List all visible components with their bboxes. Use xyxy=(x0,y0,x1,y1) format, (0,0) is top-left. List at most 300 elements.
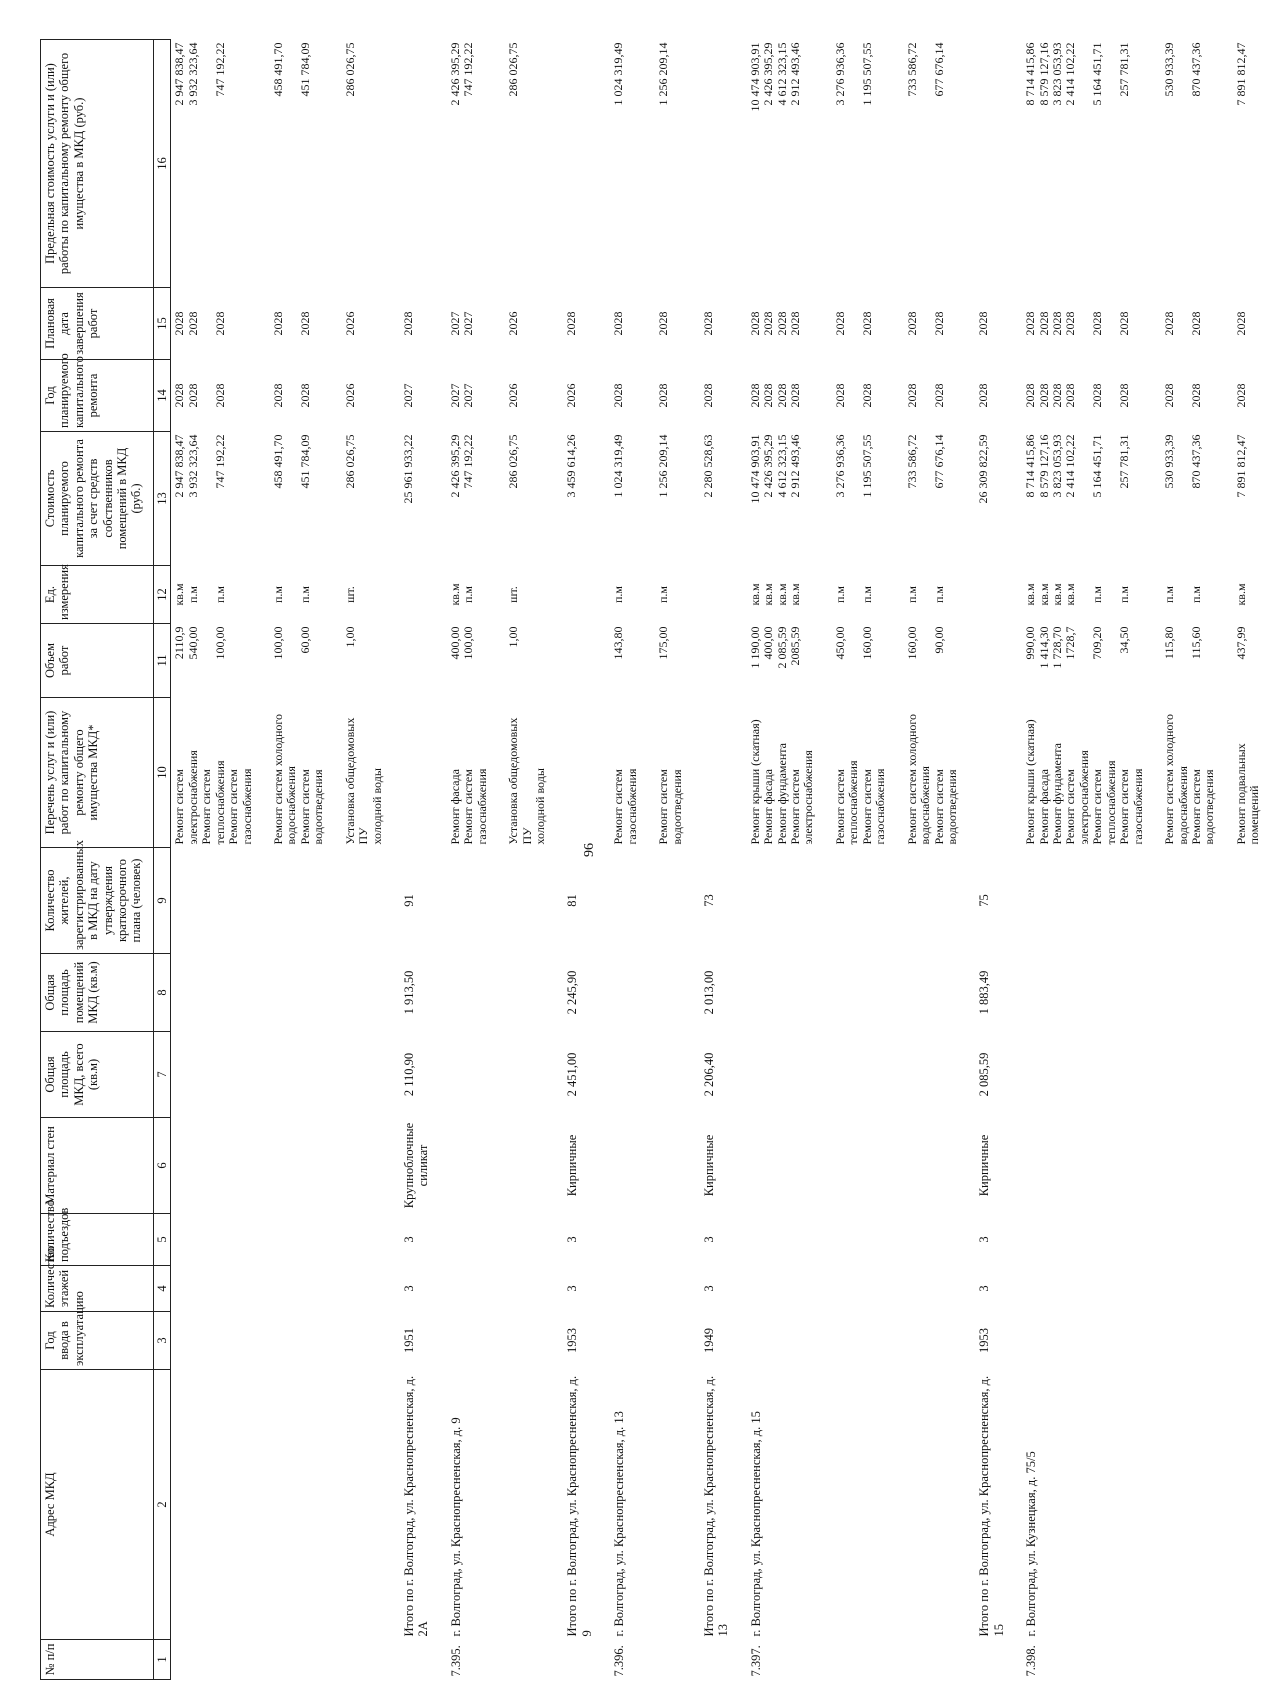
planned-year-cell: 2027 xyxy=(401,383,416,408)
residents-cell xyxy=(171,848,256,954)
entrances-cell xyxy=(1161,1214,1219,1266)
residents-cell xyxy=(342,848,386,954)
wall-material-cell xyxy=(832,1118,890,1214)
column-number: 7 xyxy=(154,1032,171,1118)
rooms-area-cell: 2 013,00 xyxy=(701,970,716,1015)
row-spacer-cell xyxy=(596,40,610,1680)
column-number: 3 xyxy=(154,1312,171,1370)
entrances-cell xyxy=(171,1214,256,1266)
address-cell: г. Волгоград, ул. Краснопресненская, д. 15 xyxy=(748,1411,763,1637)
total-area-cell: 2 110,90 xyxy=(402,1052,417,1097)
column-header: Плановая дата завершения работ xyxy=(41,288,154,360)
floors-cell xyxy=(447,1266,491,1312)
entrances-cell xyxy=(610,1214,641,1266)
repair-cost-cell: 458 491,70 451 784,09 xyxy=(271,434,312,489)
residents-cell xyxy=(832,848,890,954)
total-area-cell xyxy=(1161,1032,1219,1118)
column-header: № п/п xyxy=(41,1640,154,1680)
table-row xyxy=(832,40,890,1680)
floors-cell xyxy=(1161,1266,1219,1312)
residents-cell: 81 xyxy=(565,894,580,907)
max-cost-cell xyxy=(975,40,1008,288)
entrances-cell: 3 xyxy=(402,1236,417,1243)
completion-date-cell: 2026 xyxy=(342,311,357,336)
max-cost-cell: 1 024 319,49 xyxy=(611,42,626,106)
work-volume-cell xyxy=(975,624,1008,698)
work-list-cell xyxy=(563,698,596,848)
planned-year-cell: 2028 xyxy=(700,383,715,408)
total-area-cell xyxy=(270,1032,328,1118)
year-built-cell xyxy=(655,1312,686,1370)
repair-cost-cell: 7 891 812,47 xyxy=(1233,434,1248,498)
total-area-cell xyxy=(1233,1032,1264,1118)
rooms-area-cell xyxy=(1161,954,1219,1032)
row-spacer-cell xyxy=(256,40,270,1680)
completion-date-cell: 2028 xyxy=(401,311,416,336)
max-cost-cell: 733 586,72 677 676,14 xyxy=(904,42,946,97)
year-built-cell: 1951 xyxy=(402,1328,417,1353)
row-spacer-cell xyxy=(1008,40,1022,1680)
wall-material-cell xyxy=(1233,1118,1264,1214)
work-list-cell: Ремонт систем электроснабжения Ремонт систем теплоснабжения Ремонт систем газоснабжения xyxy=(172,750,254,845)
planned-year-cell: 2026 xyxy=(564,383,579,408)
repair-cost-cell: 3 276 936,36 1 195 507,55 xyxy=(832,434,874,498)
column-header: Материал стен xyxy=(41,1118,154,1214)
max-cost-cell xyxy=(563,40,596,288)
completion-date-cell: 2028 xyxy=(611,311,626,336)
residents-cell xyxy=(655,848,686,954)
unit-cell: п.м п.м xyxy=(271,586,312,604)
column-number: 2 xyxy=(154,1370,171,1640)
row-spacer xyxy=(641,40,655,1680)
planned-year-cell: 2028 xyxy=(976,383,991,408)
total-area-cell xyxy=(171,1032,256,1118)
row-number-cell xyxy=(270,1640,328,1680)
wall-material-cell xyxy=(171,1118,256,1214)
rooms-area-cell xyxy=(342,954,386,1032)
completion-date-cell: 2028 2028 2028 2028 2028 2028 xyxy=(1023,311,1132,336)
rooms-area-cell xyxy=(832,954,890,1032)
total-area-cell xyxy=(904,1032,962,1118)
column-header: Год ввода в эксплуатацию xyxy=(41,1312,154,1370)
rotated-page xyxy=(40,40,1262,1680)
work-list-cell: Ремонт систем газоснабжения xyxy=(611,768,639,845)
work-list-cell: Ремонт систем водоотведения xyxy=(656,769,684,845)
floors-cell xyxy=(270,1266,328,1312)
row-spacer-cell xyxy=(328,40,342,1680)
year-built-cell xyxy=(342,1312,386,1370)
work-volume-cell: 450,00 160,00 xyxy=(832,626,874,660)
floors-cell: 3 xyxy=(402,1285,417,1292)
planned-year-cell: 2028 xyxy=(656,383,671,408)
wall-material-cell xyxy=(610,1118,641,1214)
wall-material-cell: Кирпичные xyxy=(701,1134,716,1197)
rooms-area-cell: 2 245,90 xyxy=(565,970,580,1015)
address-cell xyxy=(832,1370,890,1640)
unit-cell: п.м xyxy=(611,586,626,604)
unit-cell: шт. xyxy=(506,586,521,603)
residents-cell xyxy=(1022,848,1147,954)
residents-cell: 75 xyxy=(977,894,992,907)
max-cost-cell xyxy=(700,40,733,288)
total-area-cell xyxy=(342,1032,386,1118)
residents-cell: 91 xyxy=(402,894,417,907)
unit-cell: кв.м кв.м кв.м кв.м п.м п.м xyxy=(1023,583,1132,606)
column-number: 9 xyxy=(154,848,171,954)
address-cell: г. Волгоград, ул. Краснопресненская, д. 9 xyxy=(448,1417,463,1637)
row-spacer-cell xyxy=(961,40,975,1680)
row-spacer xyxy=(1008,40,1022,1680)
planned-year-cell: 2028 2028 xyxy=(904,383,946,408)
max-cost-cell: 10 474 903,91 2 426 395,29 4 612 323,15 2 912 493,46 xyxy=(747,42,802,112)
table-row xyxy=(342,40,386,1680)
residents-cell xyxy=(270,848,328,954)
repair-cost-cell: 733 586,72 677 676,14 xyxy=(904,434,946,489)
wall-material-cell xyxy=(655,1118,686,1214)
column-number: 11 xyxy=(154,624,171,698)
max-cost-cell: 2 426 395,29 747 192,22 xyxy=(447,42,476,106)
row-spacer xyxy=(818,40,832,1680)
rooms-area-cell xyxy=(655,954,686,1032)
completion-date-cell: 2028 2028 xyxy=(832,311,874,336)
floors-cell xyxy=(747,1266,818,1312)
total-area-cell xyxy=(505,1032,549,1118)
table-row xyxy=(171,40,256,1680)
entrances-cell xyxy=(505,1214,549,1266)
row-spacer-cell xyxy=(733,40,747,1680)
table-body xyxy=(171,40,1278,1680)
rooms-area-cell: 1 883,49 xyxy=(977,970,992,1015)
unit-cell: п.м п.м xyxy=(1162,586,1203,604)
max-cost-cell: 530 933,39 870 437,36 xyxy=(1162,42,1203,97)
column-header: Общая площадь помещений МКД (кв.м) xyxy=(41,954,154,1032)
unit-cell: п.м п.м xyxy=(904,586,946,604)
work-volume-cell: 1,00 xyxy=(342,626,357,648)
address-cell xyxy=(505,1370,549,1640)
total-area-cell: 2 206,40 xyxy=(701,1052,716,1097)
address-cell xyxy=(270,1370,328,1640)
wall-material-cell xyxy=(447,1118,491,1214)
column-number: 15 xyxy=(154,288,171,360)
unit-cell: п.м п.м xyxy=(832,586,874,604)
row-number-cell xyxy=(655,1640,686,1680)
repair-cost-cell: 26 309 822,59 xyxy=(976,434,991,504)
row-number-cell xyxy=(700,1640,733,1680)
row-spacer xyxy=(386,40,400,1680)
table-row xyxy=(747,40,818,1680)
completion-date-cell: 2028 xyxy=(700,311,715,336)
row-spacer-cell xyxy=(1264,40,1278,1680)
work-volume-cell: 1,00 xyxy=(506,626,521,648)
row-spacer xyxy=(1264,40,1278,1680)
year-built-cell xyxy=(1161,1312,1219,1370)
completion-date-cell: 2026 xyxy=(506,311,521,336)
completion-date-cell: 2028 2028 xyxy=(904,311,946,336)
address-cell: г. Волгоград, ул. Кузнецкая, д. 75/5 xyxy=(1024,1451,1039,1637)
year-built-cell xyxy=(270,1312,328,1370)
completion-date-cell: 2028 2028 xyxy=(271,311,312,336)
row-number-cell xyxy=(563,1640,596,1680)
wall-material-cell xyxy=(1161,1118,1219,1214)
year-built-cell: 1953 xyxy=(977,1328,992,1353)
column-number: 14 xyxy=(154,360,171,432)
row-number-cell xyxy=(342,1640,386,1680)
rooms-area-cell xyxy=(904,954,962,1032)
address-cell: Итого по г. Волгоград, ул. Краснопресненская, д. 15 xyxy=(977,1375,1006,1637)
work-list-cell xyxy=(700,698,733,848)
residents-cell: 73 xyxy=(701,894,716,907)
table-row xyxy=(655,40,686,1680)
wall-material-cell xyxy=(747,1118,818,1214)
row-number-cell xyxy=(1161,1640,1219,1680)
total-area-cell xyxy=(655,1032,686,1118)
rooms-area-cell xyxy=(747,954,818,1032)
row-spacer xyxy=(328,40,342,1680)
wall-material-cell xyxy=(270,1118,328,1214)
wall-material-cell: Кирпичные xyxy=(977,1134,992,1197)
planned-year-cell: 2028 2028 xyxy=(271,383,312,408)
unit-cell: кв.м п.м п.м xyxy=(172,583,227,606)
entrances-cell: 3 xyxy=(701,1236,716,1243)
entrances-cell xyxy=(904,1214,962,1266)
work-list-cell: Ремонт подвальных помещений xyxy=(1233,743,1262,845)
year-built-cell xyxy=(904,1312,962,1370)
completion-date-cell: 2028 xyxy=(656,311,671,336)
table-row xyxy=(904,40,962,1680)
entrances-cell xyxy=(832,1214,890,1266)
repair-cost-cell: 286 026,75 xyxy=(506,434,521,489)
column-number: 1 xyxy=(154,1640,171,1680)
column-number: 5 xyxy=(154,1214,171,1266)
entrances-cell: 3 xyxy=(977,1236,992,1243)
row-number-cell xyxy=(975,1640,1008,1680)
rooms-area-cell xyxy=(171,954,256,1032)
work-volume-cell: 175,00 xyxy=(656,626,671,660)
table-row xyxy=(1233,40,1264,1680)
wall-material-cell xyxy=(904,1118,962,1214)
row-number-cell: 7.397. xyxy=(748,1645,763,1677)
entrances-cell: 3 xyxy=(565,1236,580,1243)
address-cell: Итого по г. Волгоград, ул. Краснопресненская, д. 9 xyxy=(565,1375,594,1637)
header-row xyxy=(41,40,154,1680)
floors-cell: 3 xyxy=(565,1285,580,1292)
year-built-cell xyxy=(1022,1312,1147,1370)
max-cost-cell: 1 256 209,14 xyxy=(656,42,671,106)
row-spacer-cell xyxy=(818,40,832,1680)
row-number-cell xyxy=(400,1640,433,1680)
residents-cell xyxy=(904,848,962,954)
address-cell xyxy=(171,1370,256,1640)
work-volume-cell: 437,99 xyxy=(1233,626,1248,660)
wall-material-cell: Крупноблочные силикат xyxy=(402,1122,431,1209)
total-area-cell xyxy=(610,1032,641,1118)
column-header: Адрес МКД xyxy=(41,1370,154,1640)
rooms-area-cell xyxy=(610,954,641,1032)
max-cost-cell: 286 026,75 xyxy=(506,42,521,97)
row-number-cell xyxy=(904,1640,962,1680)
entrances-cell xyxy=(747,1214,818,1266)
floors-cell xyxy=(171,1266,256,1312)
planned-year-cell: 2026 xyxy=(342,383,357,408)
table-row xyxy=(447,40,491,1680)
entrances-cell xyxy=(1233,1214,1264,1266)
max-cost-cell: 2 947 838,47 3 932 323,64 747 192,22 xyxy=(172,42,227,106)
year-built-cell: 1949 xyxy=(701,1328,716,1353)
planned-year-cell: 2027 2027 xyxy=(447,383,476,408)
planned-year-cell: 2026 xyxy=(506,383,521,408)
address-cell: Итого по г. Волгоград, ул. Краснопресненская, д. 2А xyxy=(402,1375,431,1637)
table-row xyxy=(505,40,549,1680)
column-header: Общая площадь МКД, всего (кв.м) xyxy=(41,1032,154,1118)
rooms-area-cell xyxy=(1233,954,1264,1032)
column-number: 6 xyxy=(154,1118,171,1214)
year-built-cell xyxy=(1233,1312,1264,1370)
entrances-cell xyxy=(342,1214,386,1266)
floors-cell xyxy=(505,1266,549,1312)
address-cell xyxy=(1233,1370,1264,1640)
total-area-cell xyxy=(1022,1032,1147,1118)
work-list-cell: Ремонт систем холодного водоснабжения Ремонт систем водоотведения xyxy=(1162,713,1217,845)
repair-cost-cell: 2 947 838,47 3 932 323,64 747 192,22 xyxy=(172,434,227,498)
work-volume-cell: 143,80 xyxy=(611,626,626,660)
floors-cell xyxy=(342,1266,386,1312)
planned-year-cell: 2028 2028 xyxy=(1162,383,1203,408)
residents-cell xyxy=(747,848,818,954)
work-volume-cell: 1 190,00 400,00 2 085,59 2085,59 xyxy=(747,626,802,669)
row-spacer xyxy=(961,40,975,1680)
unit-cell: шт. xyxy=(342,586,357,603)
row-spacer xyxy=(549,40,563,1680)
floors-cell xyxy=(655,1266,686,1312)
work-list-cell xyxy=(975,698,1008,848)
row-spacer-cell xyxy=(641,40,655,1680)
year-built-cell xyxy=(171,1312,256,1370)
repair-cost-cell: 2 280 528,63 xyxy=(700,434,715,498)
entrances-cell xyxy=(1022,1214,1147,1266)
wall-material-cell xyxy=(1022,1118,1147,1214)
year-built-cell xyxy=(505,1312,549,1370)
work-list-cell: Установка общедомовых ПУ холодной воды xyxy=(506,717,547,845)
column-number-row xyxy=(154,40,171,1680)
work-list-cell: Установка общедомовых ПУ холодной воды xyxy=(342,717,384,845)
max-cost-cell: 458 491,70 451 784,09 xyxy=(271,42,312,97)
column-header: Количество жителей, зарегистрированных в МКД на дату утверждения краткосрочного плана (человек) xyxy=(41,848,154,954)
row-spacer-cell xyxy=(549,40,563,1680)
row-spacer xyxy=(1219,40,1233,1680)
address-cell xyxy=(904,1370,962,1640)
unit-cell: п.м xyxy=(656,586,671,604)
repair-cost-cell: 8 714 415,86 8 579 127,16 3 823 053,93 2 414 102,22 5 164 451,71 257 781,31 xyxy=(1023,434,1132,498)
row-number-cell: 7.395. xyxy=(448,1645,463,1677)
row-spacer xyxy=(491,40,505,1680)
column-header: Объем работ xyxy=(41,624,154,698)
completion-date-cell: 2027 2027 xyxy=(447,311,476,336)
row-number-cell: 7.396. xyxy=(612,1645,627,1677)
table-row xyxy=(1161,40,1219,1680)
repair-cost-cell: 25 961 933,22 xyxy=(401,434,416,504)
column-number: 8 xyxy=(154,954,171,1032)
rooms-area-cell xyxy=(1022,954,1147,1032)
completion-date-cell: 2028 2028 xyxy=(1162,311,1203,336)
row-spacer xyxy=(433,40,447,1680)
unit-cell: кв.м xyxy=(1233,583,1248,606)
row-number-cell xyxy=(171,1640,256,1680)
rooms-area-cell: 1 913,50 xyxy=(402,970,417,1015)
max-cost-cell: 286 026,75 xyxy=(342,42,357,97)
total-area-cell xyxy=(747,1032,818,1118)
unit-cell: кв.м кв.м кв.м кв.м xyxy=(747,583,802,606)
floors-cell: 3 xyxy=(701,1285,716,1292)
repair-cost-cell: 1 024 319,49 xyxy=(611,434,626,498)
total-area-cell xyxy=(832,1032,890,1118)
work-list-cell: Ремонт крыши (скатная) Ремонт фасада Ремонт фундамента Ремонт систем электроснабжения xyxy=(747,719,816,845)
repair-cost-cell: 286 026,75 xyxy=(342,434,357,489)
work-volume-cell: 400,00 100,00 xyxy=(447,626,476,660)
total-row xyxy=(700,40,733,1680)
entrances-cell xyxy=(270,1214,328,1266)
row-spacer-cell xyxy=(491,40,505,1680)
rooms-area-cell xyxy=(447,954,491,1032)
entrances-cell xyxy=(655,1214,686,1266)
work-list-cell: Ремонт систем холодного водоснабжения Ремонт систем водоотведения xyxy=(271,713,326,845)
work-volume-cell: 2110,9 540,00 100,00 xyxy=(172,626,227,660)
unit-cell xyxy=(700,566,733,624)
floors-cell xyxy=(610,1266,641,1312)
floors-cell xyxy=(832,1266,890,1312)
address-cell: Итого по г. Волгоград, ул. Краснопресненская, д. 13 xyxy=(701,1375,731,1637)
row-spacer-cell xyxy=(386,40,400,1680)
year-built-cell: 1953 xyxy=(565,1328,580,1353)
row-spacer-cell xyxy=(1219,40,1233,1680)
repair-cost-cell: 3 459 614,26 xyxy=(564,434,579,498)
completion-date-cell: 2028 2028 2028 xyxy=(172,311,227,336)
planned-year-cell: 2028 2028 2028 2028 2028 2028 xyxy=(1023,383,1132,408)
total-area-cell xyxy=(447,1032,491,1118)
completion-date-cell: 2028 xyxy=(564,311,579,336)
max-cost-cell: 7 891 812,47 xyxy=(1233,42,1248,106)
work-list-cell: Ремонт фасада Ремонт систем газоснабжения xyxy=(447,768,489,845)
residents-cell xyxy=(447,848,491,954)
repair-cost-cell: 530 933,39 870 437,36 xyxy=(1162,434,1203,489)
total-row xyxy=(975,40,1008,1680)
unit-cell xyxy=(563,566,596,624)
column-header: Количество подъездов xyxy=(41,1214,154,1266)
column-header: Ед. измерения xyxy=(41,566,154,624)
column-number: 4 xyxy=(154,1266,171,1312)
row-number-cell xyxy=(505,1640,549,1680)
column-number: 10 xyxy=(154,698,171,848)
unit-cell xyxy=(400,566,433,624)
year-built-cell xyxy=(447,1312,491,1370)
row-number-cell xyxy=(1233,1640,1264,1680)
total-row xyxy=(563,40,596,1680)
total-area-cell: 2 085,59 xyxy=(977,1052,992,1097)
wall-material-cell xyxy=(505,1118,549,1214)
work-list-cell: Ремонт систем холодного водоснабжения Ремонт систем водоотведения xyxy=(904,713,959,845)
row-number-cell: 7.398. xyxy=(1024,1645,1039,1677)
row-spacer xyxy=(890,40,904,1680)
floors-cell xyxy=(904,1266,962,1312)
repair-cost-cell: 1 256 209,14 xyxy=(656,434,671,498)
column-number: 16 xyxy=(154,40,171,288)
address-cell xyxy=(655,1370,686,1640)
residents-cell xyxy=(505,848,549,954)
year-built-cell xyxy=(747,1312,818,1370)
planned-year-cell: 2028 2028 2028 xyxy=(172,383,227,408)
total-row xyxy=(400,40,433,1680)
work-volume-cell xyxy=(700,624,733,698)
table-row xyxy=(1022,40,1147,1680)
